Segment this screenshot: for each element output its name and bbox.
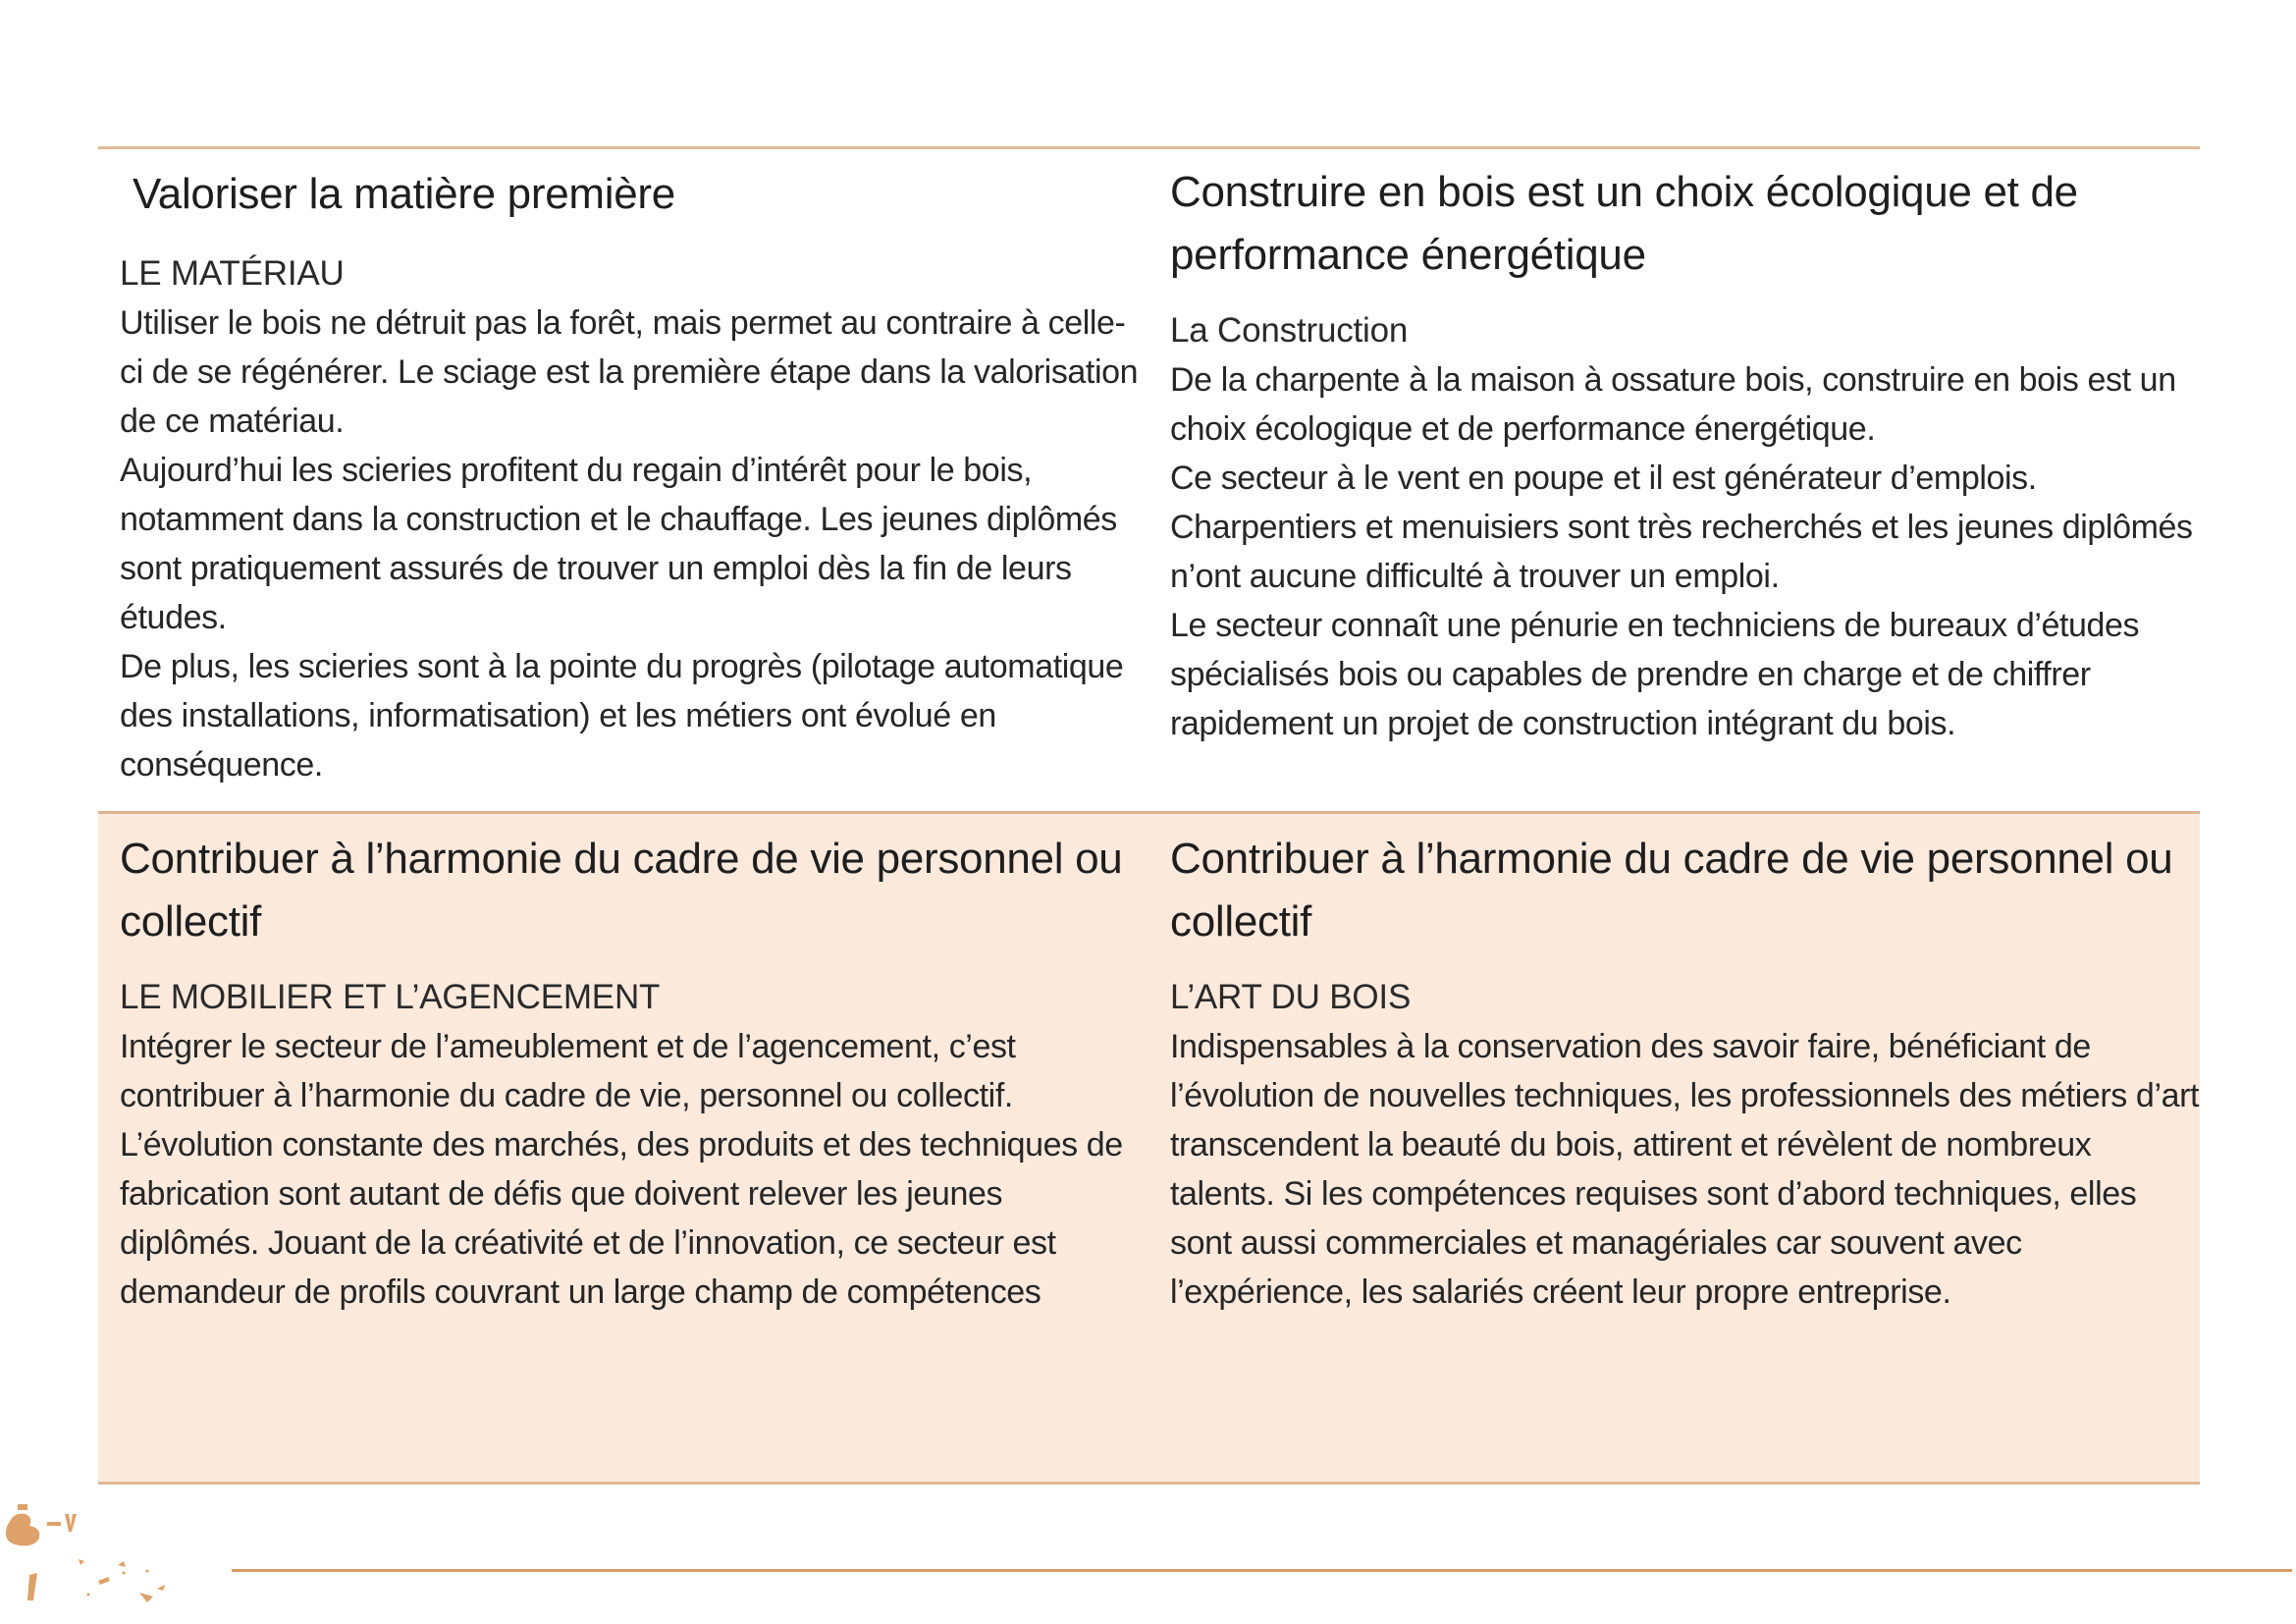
footer-divider bbox=[232, 1569, 2292, 1572]
section-title: Valoriser la matière première bbox=[133, 170, 675, 218]
section-paragraph: Ce secteur à le vent en poupe et il est générateur d’emplois. bbox=[1170, 460, 2037, 497]
section-raw-material bbox=[120, 149, 1141, 789]
section-paragraph: Utiliser le bois ne détruit pas la forêt, mais permet au contraire à celle-ci de se régénérer. Le sciage est la première étape dans la valorisation de ce matériau. bbox=[120, 304, 1139, 440]
section-paragraph: Aujourd’hui les scieries profitent du regain d’intérêt pour le bois, notamment dans la construction et le chauffage. Les jeunes diplômés sont pratiquement assurés de trouver un emploi dès la fin de leurs études. bbox=[120, 452, 1117, 636]
section-subheading: L’ART DU BOIS bbox=[1170, 978, 1412, 1016]
section-subheading: LE MOBILIER ET L’AGENCEMENT bbox=[120, 978, 661, 1016]
section-wood-art bbox=[1170, 814, 2200, 1317]
section-paragraph: Indispensables à la conservation des savoir faire, bénéficiant de l’évolution de nouvelles techniques, les professionnels des métiers d’art transcendent la beauté du bois, attirent et révèlent de nombreux talents. Si les compétences requises sont d’abord techniques, elles sont aussi commerciales et managériales car souvent avec l’expérience, les salariés créent leur propre entreprise. bbox=[1170, 1028, 2200, 1311]
section-title: Construire en bois est un choix écologique et de performance énergétique bbox=[1170, 168, 2078, 279]
section-construction bbox=[1170, 149, 2200, 748]
section-title: Contribuer à l’harmonie du cadre de vie personnel ou collectif bbox=[1170, 835, 2173, 946]
section-subheading: La Construction bbox=[1170, 311, 1409, 350]
section-paragraph: Le secteur connaît une pénurie en techniciens de bureaux d’études spécialisés bois ou capables de prendre en charge et de chiffrer rapidement un projet de construction intégrant du bois. bbox=[1170, 607, 2140, 742]
section-paragraph: Charpentiers et menuisiers sont très recherchés et les jeunes diplômés n’ont aucune difficulté à trouver un emploi. bbox=[1170, 509, 2193, 595]
bottom-row bbox=[98, 811, 2200, 1485]
top-row bbox=[98, 149, 2200, 811]
section-furniture bbox=[120, 814, 1141, 1317]
section-subheading: LE MATÉRIAU bbox=[120, 254, 345, 293]
decorative-logo-icon bbox=[0, 1483, 236, 1620]
section-paragraph: Intégrer le secteur de l’ameublement et de l’agencement, c’est contribuer à l’harmonie du cadre de vie, personnel ou collectif. L’évolution constante des marchés, des produits et des techniques de fabrication sont autant de défis que doivent relever les jeunes diplômés. Jouant de la créativité et de l’innovation, ce secteur est demandeur de profils couvrant un large champ de compétences bbox=[120, 1028, 1123, 1311]
section-paragraph: De plus, les scieries sont à la pointe du progrès (pilotage automatique des installations, informatisation) et les métiers ont évolué en conséquence. bbox=[120, 648, 1124, 784]
section-title: Contribuer à l’harmonie du cadre de vie personnel ou collectif bbox=[120, 835, 1123, 946]
section-paragraph: De la charpente à la maison à ossature bois, construire en bois est un choix écologique et de performance énergétique. bbox=[1170, 361, 2176, 448]
